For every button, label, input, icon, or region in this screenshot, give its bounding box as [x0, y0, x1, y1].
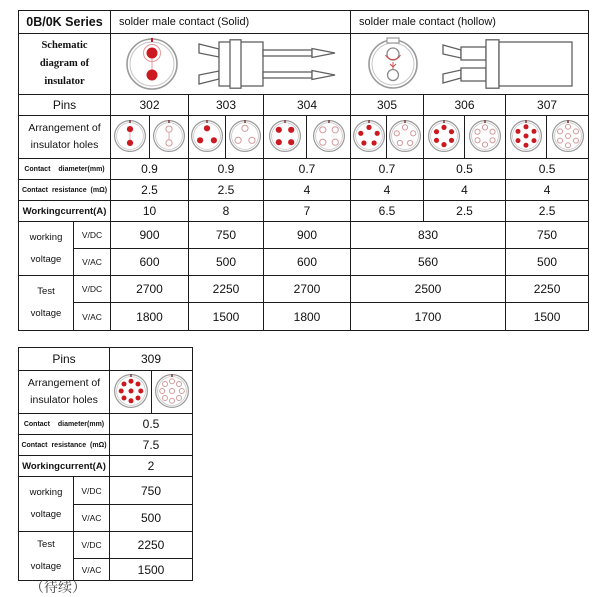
arrangement-303-front	[189, 116, 226, 159]
pin-hole-diagram	[352, 119, 386, 153]
arrangement-label-line2: insulator holes	[30, 139, 99, 151]
test-vac-label: V/AC	[74, 303, 111, 331]
current-302: 10	[111, 201, 189, 222]
working-vdc-305-306: 830	[351, 222, 506, 249]
working-vdc-307: 750	[506, 222, 589, 249]
arrangement-label-line1: Arrangement of	[27, 377, 101, 389]
series-title: 0B/0K Series	[19, 11, 111, 34]
arrangement-309-front	[110, 371, 152, 414]
working-voltage-label-2	[19, 477, 74, 532]
schematic-hollow-cell	[351, 34, 589, 95]
resistance-row-label-2: Contact resistance (mΩ)	[19, 435, 110, 456]
hollow-front-view-diagram	[365, 36, 421, 92]
pins-row-label-2: Pins	[19, 348, 110, 371]
pins-row-label: Pins	[19, 95, 111, 116]
test-vac-303: 1500	[189, 303, 264, 331]
test-vac-label-2: V/AC	[74, 559, 110, 581]
arrangement-305-front	[351, 116, 387, 159]
pin-hole-diagram	[268, 119, 302, 153]
test-vdc-304: 2700	[264, 276, 351, 303]
working-label: working	[29, 231, 63, 243]
pin-hole-diagram	[113, 373, 149, 409]
current-row-label: Workingcurrent(A)	[19, 201, 111, 222]
working-vac-303: 500	[189, 249, 264, 276]
test-vac-307: 1500	[506, 303, 589, 331]
solid-front-view-diagram	[123, 36, 181, 92]
working-vac-302: 600	[111, 249, 189, 276]
pin-hole-diagram	[388, 119, 422, 153]
diameter-303: 0.9	[189, 159, 264, 180]
diameter-309: 0.5	[110, 414, 193, 435]
test-vac-309: 1500	[110, 559, 193, 581]
pin-hole-diagram	[551, 119, 585, 153]
voltage-label: voltage	[30, 253, 62, 265]
resistance-307: 4	[506, 180, 589, 201]
working-vac-label-2: V/AC	[74, 505, 110, 532]
diameter-302: 0.9	[111, 159, 189, 180]
arrangement-label-line1: Arrangement of	[28, 122, 101, 134]
test-voltage-label-2	[19, 532, 74, 581]
pin-307: 307	[506, 95, 589, 116]
pin-303: 303	[189, 95, 264, 116]
diameter-305: 0.7	[351, 159, 424, 180]
test-vdc-305-306: 2500	[351, 276, 506, 303]
schematic-label-line2: diagram of	[39, 58, 90, 69]
arrangement-309-rear	[152, 371, 193, 414]
working-vdc-309: 750	[110, 477, 193, 505]
resistance-306: 4	[424, 180, 506, 201]
diameter-row-label-2: Contact diameter(mm)	[19, 414, 110, 435]
pin-hole-diagram	[152, 119, 186, 153]
diameter-307: 0.5	[506, 159, 589, 180]
test-vdc-303: 2250	[189, 276, 264, 303]
current-303: 8	[189, 201, 264, 222]
diameter-306: 0.5	[424, 159, 506, 180]
test-vac-302: 1800	[111, 303, 189, 331]
test-vdc-302: 2700	[111, 276, 189, 303]
arrangement-302-front	[111, 116, 150, 159]
voltage-label: voltage	[30, 308, 62, 319]
voltage-label: voltage	[30, 509, 62, 520]
test-voltage-label	[19, 276, 74, 331]
test-vdc-label-2: V/DC	[74, 532, 110, 559]
resistance-304: 4	[264, 180, 351, 201]
working-vac-309: 500	[110, 505, 193, 532]
pin-309: 309	[110, 348, 193, 371]
arrangement-row-label	[19, 116, 111, 159]
diameter-row-label: Contact diameter(mm)	[19, 159, 111, 180]
diameter-304: 0.7	[264, 159, 351, 180]
pin-hole-diagram	[312, 119, 346, 153]
pin-306: 306	[424, 95, 506, 116]
voltage-label: voltage	[30, 561, 62, 572]
arrangement-304-rear	[307, 116, 351, 159]
current-304: 7	[264, 201, 351, 222]
pin-hole-diagram	[113, 119, 147, 153]
arrangement-302-rear	[150, 116, 189, 159]
resistance-row-label: Contact resistance (mΩ)	[19, 180, 111, 201]
pin-305: 305	[351, 95, 424, 116]
arrangement-307-rear	[547, 116, 589, 159]
resistance-309: 7.5	[110, 435, 193, 456]
test-vac-304: 1800	[264, 303, 351, 331]
current-307: 2.5	[506, 201, 589, 222]
pin-hole-diagram	[468, 119, 502, 153]
working-vdc-302: 900	[111, 222, 189, 249]
current-row-label-2: Workingcurrent(A)	[19, 456, 110, 477]
test-vdc-309: 2250	[110, 532, 193, 559]
resistance-303: 2.5	[189, 180, 264, 201]
pin-hole-diagram	[228, 119, 262, 153]
working-vdc-label: V/DC	[74, 222, 111, 249]
arrangement-306-front	[424, 116, 465, 159]
arrangement-307-front	[506, 116, 547, 159]
working-vac-304: 600	[264, 249, 351, 276]
test-vdc-label: V/DC	[74, 276, 111, 303]
resistance-302: 2.5	[111, 180, 189, 201]
spec-table-302-307	[18, 10, 589, 331]
working-label: working	[29, 487, 63, 498]
spec-table-309	[18, 347, 193, 581]
schematic-solid-cell	[111, 34, 351, 95]
working-vdc-label-2: V/DC	[74, 477, 110, 505]
arrangement-305-rear	[387, 116, 424, 159]
schematic-label-line1: Schematic	[41, 40, 88, 51]
solid-side-view-diagram	[198, 39, 338, 89]
pin-hole-diagram	[154, 373, 190, 409]
working-voltage-label	[19, 222, 74, 276]
pin-hole-diagram	[190, 119, 224, 153]
test-vdc-307: 2250	[506, 276, 589, 303]
arrangement-303-rear	[226, 116, 264, 159]
test-vac-305-306: 1700	[351, 303, 506, 331]
arrangement-label-line2: insulator holes	[30, 394, 98, 406]
schematic-label-line3: insulator	[44, 76, 85, 87]
working-vdc-303: 750	[189, 222, 264, 249]
pin-hole-diagram	[509, 119, 543, 153]
cutoff-text: （待续）	[30, 581, 86, 596]
working-vac-307: 500	[506, 249, 589, 276]
pin-302: 302	[111, 95, 189, 116]
arrangement-306-rear	[465, 116, 506, 159]
hollow-side-view-diagram	[442, 39, 574, 89]
current-309: 2	[110, 456, 193, 477]
solid-section-header: solder male contact (Solid)	[111, 11, 351, 34]
arrangement-304-front	[264, 116, 307, 159]
working-vac-305-306: 560	[351, 249, 506, 276]
test-label: Test	[37, 286, 55, 297]
pin-hole-diagram	[427, 119, 461, 153]
pin-304: 304	[264, 95, 351, 116]
working-vac-label: V/AC	[74, 249, 111, 276]
resistance-305: 4	[351, 180, 424, 201]
schematic-label	[19, 34, 111, 95]
current-305: 6.5	[351, 201, 424, 222]
current-306: 2.5	[424, 201, 506, 222]
test-label: Test	[37, 539, 55, 550]
hollow-section-header: solder male contact (hollow)	[351, 11, 589, 34]
working-vdc-304: 900	[264, 222, 351, 249]
arrangement-row-label-2	[19, 371, 110, 414]
